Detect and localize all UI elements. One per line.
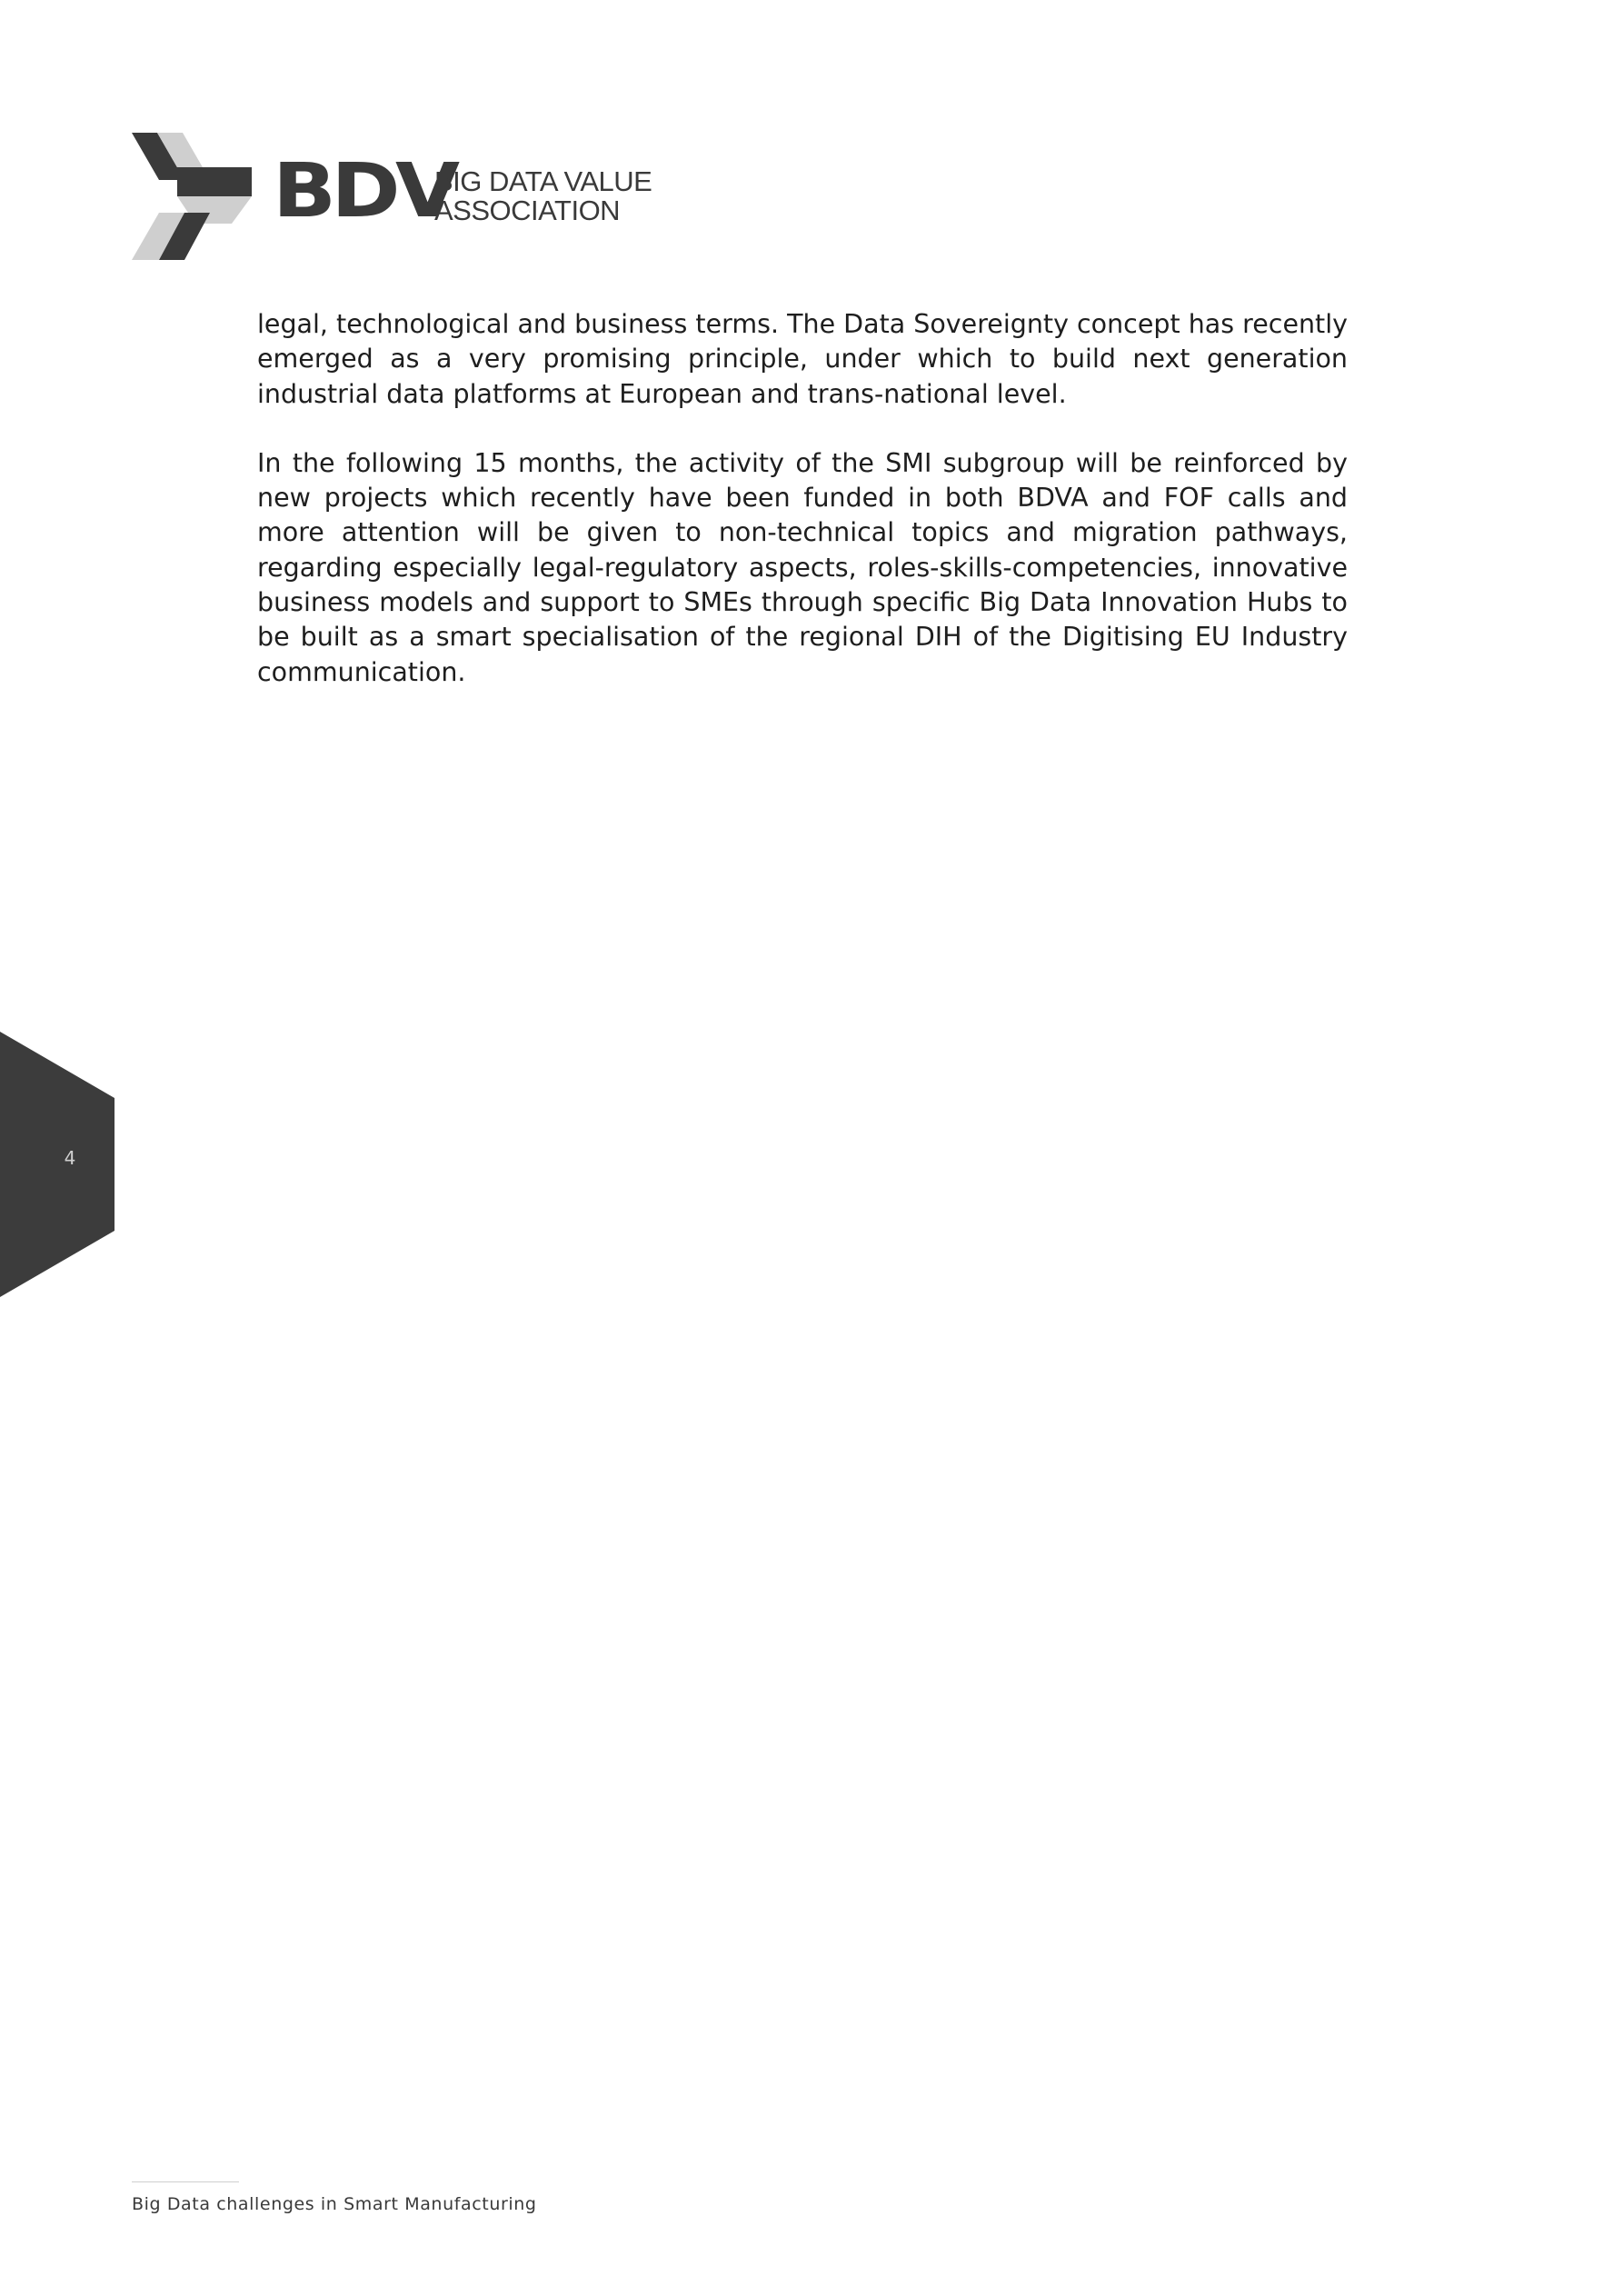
- footer-divider: [132, 2181, 239, 2182]
- logo-subtitle: [434, 167, 652, 225]
- bdva-logo-mark-icon: [132, 133, 259, 260]
- page-number: 4: [64, 1147, 76, 1169]
- paragraph-1: legal, technological and business terms. The Data Sovereignty concept has recently emerged as a very promising principle, under which to build next generation industrial data platforms at European and trans-national level.: [257, 309, 1348, 409]
- body-text: [257, 307, 1348, 724]
- logo-mark-right-arm: [177, 167, 252, 196]
- bdva-logo: [132, 133, 652, 260]
- logo-wordmark: BDV: [273, 148, 455, 235]
- logo-subtitle-line-1: BIG DATA VALUE: [434, 165, 652, 197]
- footer-title: Big Data challenges in Smart Manufacturing: [132, 2194, 537, 2214]
- logo-subtitle-line-2: ASSOCIATION: [434, 195, 621, 226]
- paragraph-2: In the following 15 months, the activity of the SMI subgroup will be reinforced by new projects which recently have been funded in both BDVA and FOF calls and more attention will be given to non-technical topics and migration pathways, regarding especially legal-regulatory aspects, roles-skills-competencies, innovative business models and support to SMEs through specific Big Data Innovation Hubs to be built as a smart specialisation of the regional DIH of the Digitising EU Industry communication.: [257, 447, 1348, 687]
